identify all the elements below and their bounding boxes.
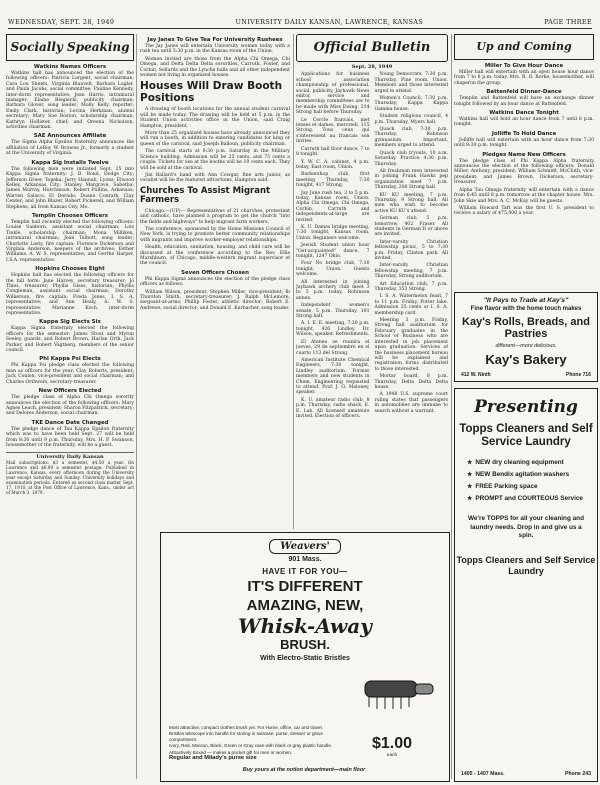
masthead-page: PAGE THREE xyxy=(544,18,592,26)
social-item-headline: New Officers Elected xyxy=(38,388,102,395)
kays-bakery-ad xyxy=(454,292,598,382)
bulletin-notice: Quack club tryouts, 10 a.m. Saturday. Practice 4:30 p.m. Thursday. xyxy=(374,150,448,167)
topps-presenting: Presenting xyxy=(474,397,578,417)
kay-footer xyxy=(461,372,591,378)
bulletin-notice: Young Democrats, 7:30 p.m. Thursday, Pine room, Union. Members and those interested urged to attend. xyxy=(374,72,448,94)
kay-address: 412 W. Ninth xyxy=(461,372,491,378)
star-icon: ★ xyxy=(467,484,473,490)
paragraph: The Jay Janes will entertain University women today with a rush tea until 5:30 p.m. in the Kansas room of the Union. xyxy=(140,44,290,55)
bulletin-notice: A. I. E. E. meeting, 7:30 p.m. tonight, 426 Lindley. Dr. Wilson, speaker. Refreshments. xyxy=(296,321,370,338)
bulletin-notice: Applications for business school association championship of professional, social, publicity, Jayhawk News editor, service and membership committees are to be made with Miss Ewing, 214 Strong hall before Thursday. xyxy=(296,72,370,116)
bulletin-notice: Jewish Student union hour "Get-acquainted" dance, 7 tonight, 1247 Ohio. xyxy=(296,243,370,259)
topps-name-footer: Topps Cleaners and Self Service Laundry xyxy=(456,554,596,576)
electro-static-line: With Electro-Static Bristles xyxy=(260,655,350,662)
masthead-paper: UNIVERSITY DAILY KANSAN, LAWRENCE, KANSAS xyxy=(235,18,423,26)
brush-sizes: Regular and Milady's purse size xyxy=(169,755,257,761)
bulletin-notice: German club, 5 p.m. tomorrow, 402 Fraser. All students in German II or above are invited. xyxy=(374,216,448,238)
social-item-body: Hopkins hall has elected the following officers for the fall term: Jane Harvey, secretary treasurer; Jo Thies, treasurer; Phyllis Glass, historian; Phyllis Congleman, assistant social chairman; Dorothy Wilkerson, fire captain; Freda Jones, I. S. A. representative; and Ann Healy, A. W. S. representative. Marianne Koch, inter-dorm representative. xyxy=(6,273,134,317)
paragraph: More than 25 organized houses have already announced they will run a booth, in addition to entering candidates for king or queen of the carnival, said Joseph Balloun, publicity chairman. xyxy=(140,131,290,147)
star-icon: ★ xyxy=(467,496,473,502)
bulletin-notice: A 1948 U.S. supreme court ruling states that passengers in automobiles are immune to search without a warrant. xyxy=(374,392,448,414)
updown-item-body: Alpha Tau Omega fraternity will entertain with a dance from 6:45 until 8 p.m. tomorrow at the chapter house. Mrs. John Skie and Mrs. A. C. McKay will be guests. xyxy=(454,187,594,204)
social-item-body: Kappa Sigma fraternity elected the following officers for the semester: James Stout and Myron Seeley, guards, and Robert Brown, Harlan Orth, Jack Parker, and Robert Vagtberg, members of the senior council. xyxy=(6,326,134,354)
bulletin-notice: El Ateneo se reunira el jueves, 29 de septiembre en el cuarto 113 del Strong. xyxy=(296,339,370,356)
topps-blurb: We're TOPPS for all your cleaning and laundry needs. Drop in and give us a spin. xyxy=(468,515,584,539)
kay-subline: Fine flavor with the home touch makes xyxy=(470,306,582,312)
paragraph: The carnival starts at 8:30 p.m. Saturday in the Military Science building. Admission will be 25 cents, and 75 cents a couple. Tickets for use at the booths will be 10 cents each. They will be sold at the carnival. xyxy=(140,149,290,171)
masthead-date: WEDNESDAY, SEPT. 28, 1949 xyxy=(8,18,115,26)
social-item-body: The following men were initiated Sept. 25 into Kappa Sigma fraternity: J. B. Bond, Dodge City; Jefferson Greer, Topeka; Jerry Hannah, Lyons; Elwood Kelley, Arkansas City; Stanley Margrave, Sabetha; James Murray, Hutchinson; Robert Pullins, Arkansas; Warren Salisco, El Dorado; Duane Conrath, Clay Center; and John Blazer, Robert Pickerell, and William Stephens, all from Kansas City, Mo. xyxy=(6,166,134,210)
updown-item-body: Watkins hall will hold an hour dance from 7 until 8 p.m. tonight. xyxy=(454,117,594,128)
credit-body: Mail subscriptions: $3 a semester, $4.50 a year. On Lawrence and $6.00 a semester postage: Published in Lawrence, Kansas, every afternoon during the University year except Saturday and Sunday. University holidays and examination periods. Entered as second class matter Sept. 17, 1910, at the Post Office of Lawrence, Kans., under act of March 3, 1879. xyxy=(6,460,134,496)
updown-items xyxy=(454,63,594,217)
updown-item-headline: Miller To Give Hour Dance xyxy=(484,63,564,69)
brush-buy-line: Buy yours at the notion department—main floor xyxy=(242,767,366,773)
kay-phone: Phone 716 xyxy=(565,372,591,378)
bulletin-notice: Women's Council, 7:30 p.m. Thursday, Kappa Kappa Gamma house. xyxy=(374,96,448,112)
updown-item-headline: Jolliffe To Hold Dance xyxy=(491,130,557,137)
kansan-credit xyxy=(6,452,134,495)
topps-feature-row xyxy=(467,493,597,505)
churches-headline: Churches To Assist Migrant Farmers xyxy=(140,185,271,206)
bulletin-notice: All freshman men interested in joining Frank Hawks pep organization meet 7 p.m. Thursday, 206 Strong hall. xyxy=(374,168,448,191)
bulletin-notice: I. S. A. Watermelon feast, 7 to 11 p.m. Friday, Potter lake. Admission 35 cents or I. S. A. membership card. xyxy=(374,294,448,316)
kay-headline: "It Pays to Trade at Kay's" xyxy=(483,297,569,304)
up-and-coming-title: Up and Coming xyxy=(454,34,594,60)
topps-feature-label: NEW dry cleaning equipment xyxy=(475,459,564,466)
bulletin-notice: Student religious council, 4 p.m. Thursday, Myers hall. xyxy=(374,114,448,125)
social-item-body: The Sigma Alpha Epsilon fraternity announces the affiliation of LeRoy W. Browne Jr., formerly a student at the University of Virginia. xyxy=(6,140,134,157)
social-item-body: Watkins hall has announced the election of the following officers: Patricia Largent, social chairman; Cara Lou Sheets, Virginia Blauvelt, Barbara Lagler, and Paula Jacobs, social committee; Pauline Kennedy, inter-dorm representative; Jean Harris, intramural manager; Elaine Biegiecki, publicity chairman; Barbara Glover, song leader; Molly Kelly, reporter; Emily Clark, historian; Levina Herkman, alumni secretary; Mary Sue Boston, scholarship chairman; Kathryn Hollister, chief; and Oreena Nicholson, activities chairman. xyxy=(6,71,134,131)
topps-feature-row xyxy=(467,481,597,493)
star-icon: ★ xyxy=(467,472,473,478)
socially-speaking-column xyxy=(6,34,134,774)
brush-icon xyxy=(357,651,437,721)
bulletin-notice: Inter-varsity Christian fellowship picnic, 5 to 7:30 p.m. Friday, Clinton park. All invited. xyxy=(374,239,448,261)
bulletin-notice: Art Education club, 7 p.m. Thursday, 353 Strong. xyxy=(374,281,448,293)
social-item-body: The pledge dance of Tau Kappa Epsilon fraternity which was to have been held Sept. 27 will be held from 8:30 until 9 p.m. Thursday. Mrs. H. P. Swanson, housemother of the fraternity, will be a guest. xyxy=(6,426,134,448)
brush-feature: Ivory, Red, Maroon, Black, Green or Gray case with black or gray plastic handle. xyxy=(169,743,333,749)
updown-item-headline: Pledges Name New Officers xyxy=(482,151,566,158)
bulletin-notice: Barbershop club, first meeting Thursday, 7:30 tonight, 417 Strong. xyxy=(296,172,370,189)
brush-price-each: each xyxy=(386,753,398,758)
social-item-headline: Watkins Names Officers xyxy=(33,64,107,70)
kay-products: Kay's Rolls, Breads, and Pastries xyxy=(462,316,590,340)
topps-feature-label: PROMPT and COURTEOUS Service xyxy=(475,495,583,502)
paragraph: Health, education, sanitation, housing, and child care will be discussed at the conference according to the Rev. Ellis Marshburn, of Chicago, middle-western migrant supervisor of the council. xyxy=(140,245,290,267)
star-icon: ★ xyxy=(467,460,473,466)
updown-item-body: Jolliffe hall will entertain with an hour dance from 7:30 until 8:30 p.m. tonight. xyxy=(454,137,594,149)
brush-headline-1: IT'S DIFFERENT xyxy=(247,578,363,595)
whisk-away-wordmark: Whisk-Away xyxy=(238,614,372,638)
social-item-headline: Kappa Sig Installs Twelve xyxy=(31,159,109,166)
bulletin-notice: Independent women's senate, 5 p.m. Thursday, 101 Strong hall. xyxy=(296,303,370,320)
credit-title: University Daily Kansan xyxy=(36,454,104,461)
news-column xyxy=(140,34,290,564)
paragraph: Jim Ballard's band with Ann Cowgar, fine arts junior, as vocalist will be the featured attractions, Hampton said. xyxy=(140,172,290,184)
seven-officers-headline: Seven Officers Chosen xyxy=(181,269,249,276)
updown-item-body: William Howard Taft was the first U. S. president to receive a salary of $75,000 a year. xyxy=(454,205,594,217)
topps-feature-label: FREE Parking space xyxy=(475,483,538,490)
topps-phone: Phone 243 xyxy=(565,771,591,777)
bulletin-notice: Four No bridge club, 7:30 tonight, Union. Guests welcome. xyxy=(296,261,370,278)
bulletin-notice: Jay June rush tea, 3 to 5 p.m. today, Kansas room, Union. Alpha Chi Omega, Chi Omega, Corbin, Carruth and independents-at-large are invited. xyxy=(296,190,370,223)
brush-features xyxy=(169,725,341,756)
social-item-headline: Kappa Sig Elects Six xyxy=(39,319,101,326)
updown-item-headline: Watkins Dance Tonight xyxy=(489,110,559,117)
kay-bakery-name: Kay's Bakery xyxy=(485,352,567,367)
paragraph: William Wilson, president; Stephen Miller, vice-president; Ib Thurston Smith, secretary-treasurer; J. Ralph McLemore, sergeant-at-arms; Phillip Foster, athletic director; Robert E. Andrews, social director; and Donald E. Kurbacher, song leader. xyxy=(140,289,290,311)
official-bulletin-title: Official Bulletin xyxy=(296,34,448,62)
topps-cleaners-ad xyxy=(454,388,598,782)
bulletin-notice: Inter-varsity Christian fellowship meeting, 7 p.m. Thursday, Strong auditorium. xyxy=(374,263,448,280)
bulletin-notice: Carruth hall floor dance, 7 to 8 tonight. xyxy=(296,146,370,158)
topps-feature-row xyxy=(467,469,597,481)
updown-item-body: Templin and Battenfeld will have an exchange dinner tonight followed by an hour dance at Battenfeld. xyxy=(454,96,594,107)
bulletin-notice: Mortar board, 8 p.m. Thursday, Delta Delta Delta house. xyxy=(374,374,448,390)
bulletin-notice: Meeting 3 p.m. Friday, Strong hall auditorium for February graduates in the School of Business who are interested in job placement upon graduation. Services of the business placement bureau will be explained and registration forms distributed to those interested. xyxy=(374,318,448,372)
socially-speaking-title: Socially Speaking xyxy=(6,34,134,61)
topps-title: Topps Cleaners and Self Service Laundry xyxy=(459,423,593,448)
social-item-headline: Hopkins Chooses Eight xyxy=(35,266,105,273)
bulletin-date: Sept. 28, 1949 xyxy=(351,64,393,70)
paragraph: The conference, sponsored by the Home Missions Council of New York, is trying to promote better community relationships with migrants and improve worker-employer relationships. xyxy=(140,226,290,243)
paragraph: Phi Kappa Sigma announces the election of the pledge class officers as follows: xyxy=(140,276,290,288)
updown-item-headline: Battenfeld Dinner-Dance xyxy=(486,89,562,96)
whisk-away-brush-ad xyxy=(160,532,450,782)
brush-price-value: $1.00 xyxy=(371,735,413,752)
column-rule xyxy=(293,34,294,529)
masthead xyxy=(8,18,592,29)
weavers-logo: Weavers' xyxy=(269,539,340,554)
topps-footer xyxy=(461,771,591,777)
weavers-address: 901 Mass. xyxy=(288,556,322,563)
bulletin-notice: Le Cercle francais, met lenses et dames, mercredi, 115 Strong. Tous ceux qui s'interessent au francais son invites. xyxy=(296,117,370,145)
brush-headline-2: AMAZING, NEW, xyxy=(246,597,364,614)
paragraph: Chicago.—(UP)— Representatives of 21 churches, protestant and catholic, have planned a program to get the church "into the fields and highways" to help migrant farm workers. xyxy=(140,208,290,225)
brush-feature: Most attractive, compact clothes brush yet. For Home, office, car and travel. xyxy=(169,725,323,730)
brush-word: BRUSH. xyxy=(280,637,330,652)
social-item-headline: Phi Kappa Psi Elects xyxy=(39,356,101,363)
social-item-headline: Templin Chooses Officers xyxy=(32,212,108,219)
brush-have-line: HAVE IT FOR YOU— xyxy=(262,567,348,576)
bulletin-items xyxy=(296,72,448,419)
paragraph: A drawing of booth locations for the annual student carnival will be made today. The drawing will be held at 5 p.m. in the Student Union activities office in the Union, said Craig Hampton, president. xyxy=(140,107,290,129)
topps-address: 1405 - 1407 Mass. xyxy=(461,771,505,777)
brush-feature: Attractively Boxed — makes a pocket gift for men or women. xyxy=(169,749,293,755)
bulletin-notice: Y. W. C. A. cabinet, 4 p.m. today, East room, Union. xyxy=(296,159,370,170)
bulletin-notice: Quack club, 7:30 p.m. Thursday, Robinson gymnasium. Important, members urged to attend. xyxy=(374,127,448,149)
bulletin-notice: American Institute Chemical Engineers, 7:30 tonight, Lindley auditorium. Former members and new students in Chem. Engineering requested to attend. Prof. J. O. Maloney, speaker. xyxy=(296,357,370,396)
topps-feature-row xyxy=(467,457,597,469)
bulletin-notice: KU KU meeting, 7 p.m. Thursday, 9 Strong hall. All men who wish to become active KU KU's attend. xyxy=(374,192,448,214)
jayjanes-headline: Jay Janes To Give Tea For University Rushees xyxy=(147,37,283,43)
social-items xyxy=(6,64,134,448)
up-and-coming-column xyxy=(454,34,594,264)
houses-headline: Houses Will Draw Booth Positions xyxy=(140,80,283,104)
brush-feature: Bristles telescope into handle for storing in suitcase, purse, dresser or glove compartment. xyxy=(169,731,323,742)
bulletin-notice: K. U. Dames bridge meeting, 7:30 tonight, Kansas room, Union. Beginners welcome. xyxy=(296,224,370,241)
bulletin-notice: All interested in joining Jayhawk archery club meet 3 to 5 p.m. today, Robinson annex. xyxy=(296,279,370,301)
social-item-body: Templin hall recently elected the following officers: Louise Sanborn, assistant social chairman; Lois Tinkle, scholarship chairman; Mona Milliken, intramural chairman; Jean Talbott, song leader; Charlotte Lasty, fire captain; Florence Dickerson and Virginia Anderson, keepers of the archives; Esther Williams, A. W. S. representative; and Gerthe Harper, I.S.A. representative. xyxy=(6,219,134,263)
social-item-headline: SAE Announces Affiliate xyxy=(33,133,107,140)
topps-features xyxy=(467,457,597,505)
updown-item-body: The pledge class of Phi Kappa Alpha fraternity announces the election of the following officers: Donald Miller, Anthony, president; William Schmidt, McCluth, vice-president; and James Brown, Dickerson, secretary-treasurer. xyxy=(454,158,594,186)
updown-item-body: Miller hall will entertain with an open house hour dance from 7 to 8 p.m. today. Mrs. R. O. Rorke, housemother, will chaperon the group. xyxy=(454,70,594,86)
column-rule xyxy=(451,34,452,779)
topps-feature-label: NEW Bendix agitation washers xyxy=(475,471,570,478)
social-item-body: The pledge class of Alpha Chi Omega sorority announces the election of the following officers: Mary Agnes Leach, president; Sharon Fitzpatrick, secretary; and Delores Anderson, social chairman. xyxy=(6,395,134,417)
social-item-headline: TKE Dance Date Changed xyxy=(31,419,109,426)
paragraph: Women invited are those from the Alpha Chi Omega, Chi Omega, and Delta Delta Delta sororities, Carruth, Foster, and Corbin, Sellards and the Lynche halls and all other independent women not living in organized houses. xyxy=(140,56,290,79)
bulletin-notice: K. U. amateur radio club, 8 p.m. Thursday, radio shack, E. E. Lab. All licensed amateurs invited. Election of officers. xyxy=(296,397,370,419)
social-item-body: Phi Kappa Psi pledge class elected the following men as officers for the year: Clay Roberts, president; Jack Conlon, vice-president and social chairman; and Charles Orthwein, secretary-treasurer. xyxy=(6,363,134,385)
column-rule xyxy=(136,34,137,779)
official-bulletin-column xyxy=(296,34,448,504)
kay-different: different—more delicious. xyxy=(495,343,557,349)
